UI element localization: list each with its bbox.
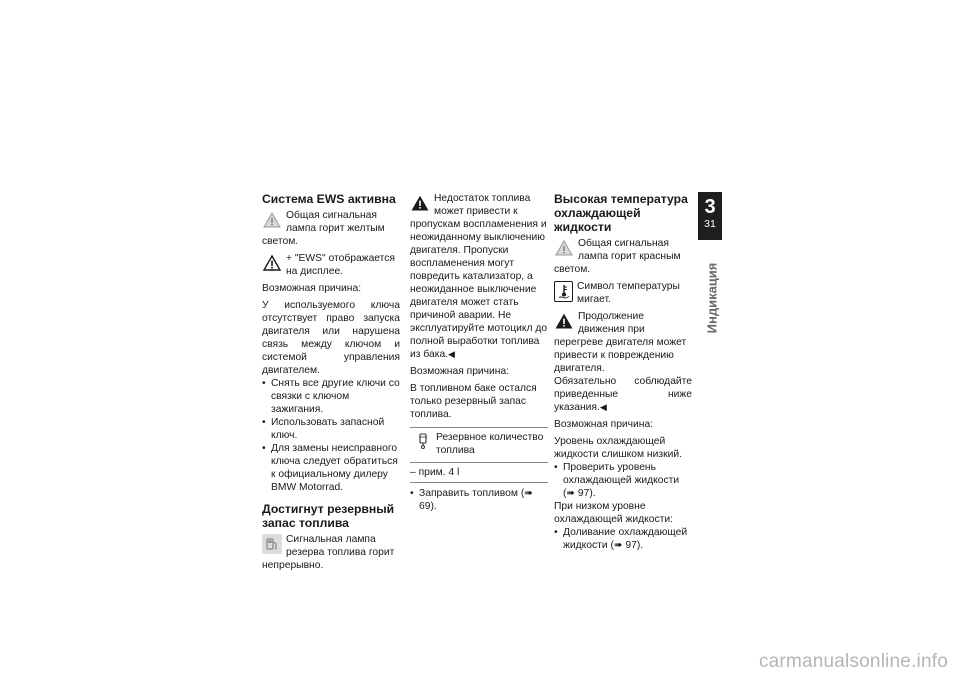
warning-note — [554, 237, 692, 276]
warning-text: Общая сигнальная лампа горит красным светом. — [554, 238, 681, 275]
table-header — [410, 428, 548, 463]
list-item: • Доливание охлаждающей жидкости (➠ 97). — [554, 526, 692, 552]
cause-text: У используемого ключа отсутствует право запуска двигателя или нарушена связь между ключом и системой управления двигателем. — [262, 300, 400, 376]
column-3 — [554, 192, 692, 556]
list-item: • Заправить топливом (➠ 69). — [410, 487, 548, 513]
temperature-note — [554, 280, 692, 306]
follow-text — [554, 375, 692, 414]
warning-light-icon — [554, 238, 574, 258]
end-mark-icon: ◀ — [599, 402, 607, 412]
fuel-gauge-icon — [410, 431, 436, 457]
cause-label: Возможная причина: — [262, 283, 362, 294]
temperature-text: Символ температуры мигает. — [577, 281, 680, 305]
heading-coolant-temp: Высокая температура охлаждающей жидкости — [554, 192, 688, 234]
fuel-text: Сигнальная лампа резерва топлива горит непрерывно. — [262, 534, 395, 571]
danger-text: Продолжение движения при перегреве двигателя может привести к повреждению двигателя. — [554, 311, 687, 374]
fuel-reserve-table — [410, 427, 548, 483]
coolant-temperature-icon — [554, 281, 573, 302]
watermark: carmanualsonline.info — [758, 651, 948, 672]
action-list — [554, 461, 692, 500]
heading-fuel-reserve: Достигнут резервный запас топлива — [262, 502, 395, 530]
column-1 — [262, 192, 400, 576]
page-number: 31 — [704, 218, 716, 230]
table-value: – прим. 4 l — [410, 467, 460, 478]
chapter-tab — [698, 192, 722, 240]
display-warning-icon — [262, 253, 282, 273]
fuel-pump-icon — [262, 534, 282, 554]
display-note — [262, 252, 400, 278]
action-list — [554, 526, 692, 552]
column-2 — [410, 192, 548, 517]
follow-text-body: Обязательно соблюдайте приведенные ниже указания. — [554, 376, 692, 413]
table-row — [410, 463, 548, 483]
end-mark-icon: ◀ — [448, 349, 455, 359]
list-item: • Снять все другие ключи со связки с ключом зажигания. — [262, 377, 400, 416]
warning-text: Общая сигнальная лампа горит желтым светом. — [262, 210, 385, 247]
cause-text: В топливном баке остался только резервный запас топлива. — [410, 383, 537, 420]
action-list — [410, 487, 548, 513]
low-level-text: При низком уровне охлаждающей жидкости: — [554, 501, 674, 525]
fuel-amount: прим. 4 l — [418, 467, 460, 478]
action-list — [262, 377, 400, 494]
chapter-number: 3 — [704, 196, 716, 218]
list-item: • Для замены неисправного ключа следует обратиться к официальному дилеру BMW Motorrad. — [262, 442, 400, 494]
list-item: • Использовать запасной ключ. — [262, 416, 400, 442]
danger-warning-icon — [410, 193, 430, 213]
cause-text: Уровень охлаждающей жидкости слишком низкий. — [554, 436, 682, 460]
danger-text: Недостаток топлива может привести к пропускам воспламенения и неожиданному выключению двигателя. Пропуски воспламенения могут повредить катализатор, а неожиданное выключение двигателя может стать причиной аварии. Не эксплуатируйте мотоцикл до полной выработки топлива из бака. — [410, 193, 548, 360]
section-side-label: Индикация — [704, 262, 720, 334]
warning-light-icon — [262, 210, 282, 230]
warning-note — [262, 209, 400, 248]
danger-note — [554, 310, 692, 414]
display-text: + "EWS" отображается на дисплее. — [286, 253, 396, 277]
fuel-note — [262, 533, 400, 572]
list-item: • Проверить уровень охлаждающей жидкости (➠ 97). — [554, 461, 692, 500]
danger-warning-icon — [554, 311, 574, 331]
cause-label: Возможная причина: — [410, 366, 510, 377]
table-header-label: Резервное количество топлива — [436, 432, 544, 456]
danger-note — [410, 192, 548, 361]
cause-label: Возможная причина: — [554, 419, 654, 430]
heading-ews-active: Система EWS активна — [262, 192, 396, 206]
